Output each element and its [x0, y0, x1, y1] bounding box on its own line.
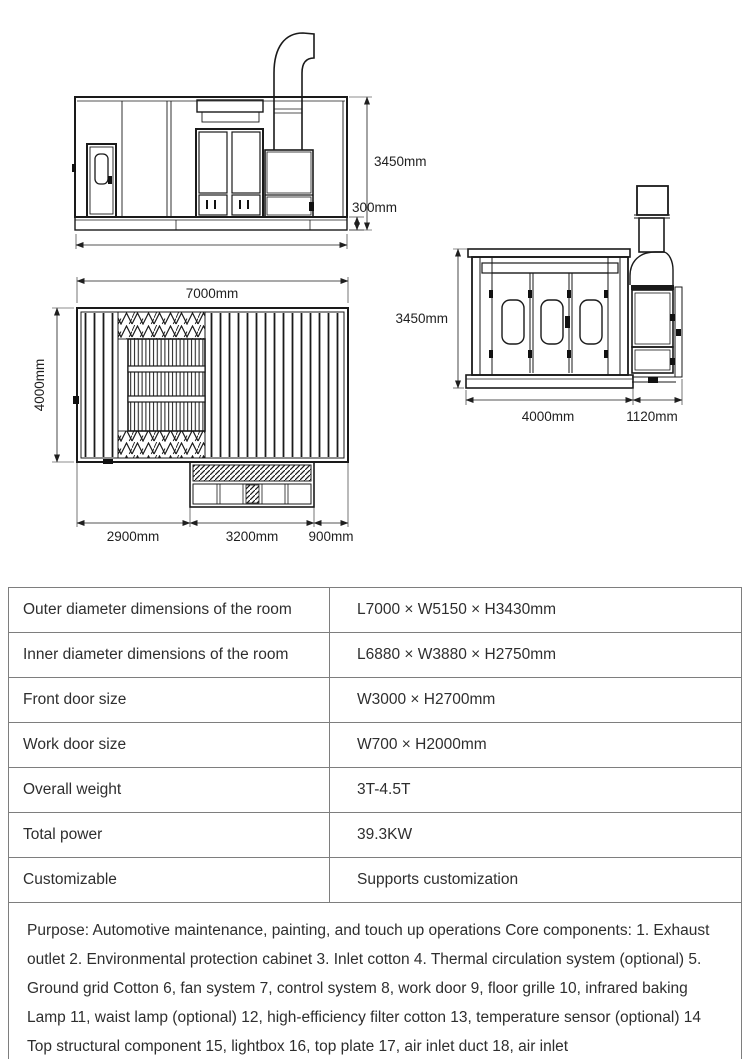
spec-value: L7000 × W5150 × H3430mm: [330, 588, 742, 633]
inlet-duct-unit: [190, 462, 314, 507]
filter-grille-zone: [118, 312, 205, 458]
exhaust-unit: [265, 150, 314, 217]
ceiling-slats: [205, 313, 343, 457]
dimension-label: 1120mm: [626, 409, 678, 424]
door-window: [541, 300, 563, 344]
spec-label: Outer diameter dimensions of the room: [9, 588, 330, 633]
door-window: [502, 300, 524, 344]
spec-value: W3000 × H2700mm: [330, 678, 742, 723]
spec-label: Front door size: [9, 678, 330, 723]
spec-value: 3T-4.5T: [330, 768, 742, 813]
spec-value: 39.3KW: [330, 813, 742, 858]
front-doors: [489, 273, 608, 373]
dimension-label: 3450mm: [374, 154, 427, 169]
spec-label: Work door size: [9, 723, 330, 768]
front-view-drawing: [395, 186, 682, 424]
dimension-label: 900mm: [308, 529, 354, 544]
table-row: [9, 588, 742, 633]
door-window: [580, 300, 602, 344]
filter-cotton-panel: [118, 312, 205, 339]
spec-value: L6880 × W3880 × H2750mm: [330, 633, 742, 678]
table-row: [9, 678, 742, 723]
spec-label: Customizable: [9, 858, 330, 903]
dimension-label: 4000mm: [32, 358, 47, 412]
table-row: [9, 723, 742, 768]
table-row: [9, 858, 742, 903]
table-row: [9, 768, 742, 813]
purpose-text: Purpose: Automotive maintenance, painting, and touch up operations Core components: 1. Exhaust outlet 2. Environmental protection cabinet 3. Inlet cotton 4. Thermal circulation system (optional) 5. Ground grid Cotton 6, fan system 7, control system 8, work door 9, floor grille 10, infrared baking Lamp 11, waist lamp (optional) 12, high-efficiency filter cotton 13, temperature sensor (optional) 14 Top structural component 15, lightbox 16, top plate 17, air inlet duct 18, air inlet: [9, 903, 742, 1059]
side-exhaust-cabinet: [631, 285, 682, 383]
ceiling-slats: [82, 313, 118, 457]
spec-value: W700 × H2000mm: [330, 723, 742, 768]
door-window: [95, 154, 108, 184]
dimension-label: 4000mm: [521, 409, 575, 424]
filter-cotton-panel: [118, 431, 205, 458]
protection-cabinet: [196, 129, 263, 217]
dimension-label: 3450mm: [395, 311, 448, 326]
spec-label: Overall weight: [9, 768, 330, 813]
plan-view-drawing: [32, 277, 354, 544]
floor-grille: [128, 339, 205, 431]
dimension-label: 2900mm: [106, 529, 160, 544]
table-row: [9, 633, 742, 678]
purpose-row: [9, 903, 742, 1059]
dimension-label: 7000mm: [185, 286, 239, 301]
table-row: [9, 813, 742, 858]
side-view-drawing: [72, 33, 427, 249]
dimension-label: 300mm: [352, 200, 398, 215]
spec-label: Total power: [9, 813, 330, 858]
dimension-label: 3200mm: [225, 529, 279, 544]
spec-value: Supports customization: [330, 858, 742, 903]
spec-label: Inner diameter dimensions of the room: [9, 633, 330, 678]
spec-table: [8, 587, 742, 1059]
